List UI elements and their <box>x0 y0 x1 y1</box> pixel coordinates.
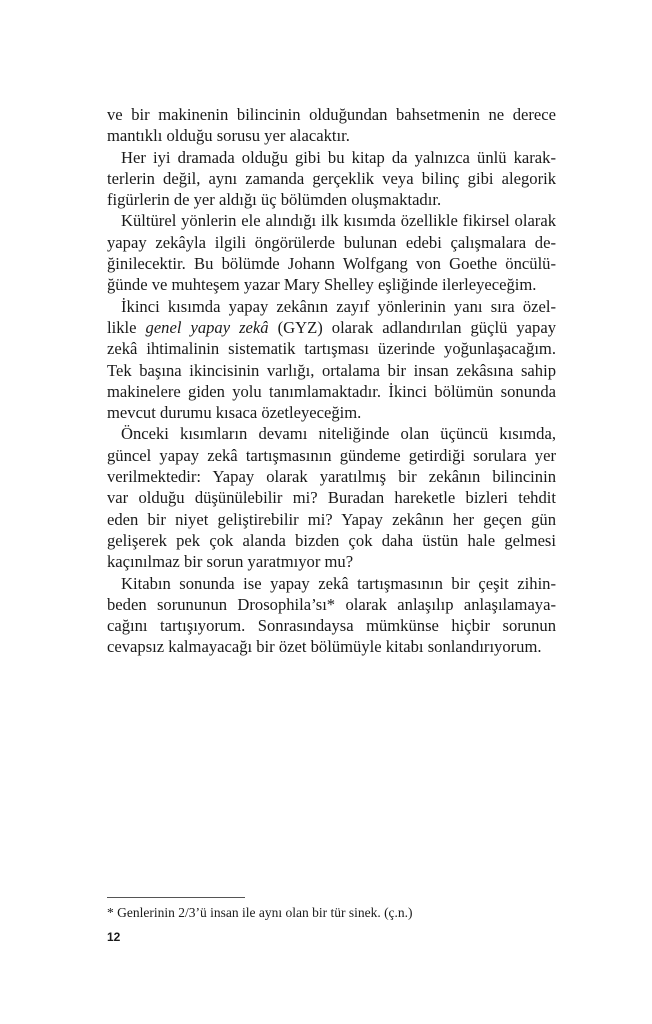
text-line: yapay zekâyla ilgili öngörülerde bulunan edebi çalışmalara de- <box>107 232 556 252</box>
page-body-text <box>107 104 556 658</box>
footnote: * Genlerinin 2/3’ü insan ile aynı olan bir tür sinek. (ç.n.) <box>107 905 413 920</box>
text-segment: (GYZ) olarak adlandırılan güçlü yapay <box>268 317 557 337</box>
text-segment: likle <box>107 317 146 337</box>
text-line: var olduğu düşünülebilir mi? Buradan hareketle bizleri tehdit <box>107 488 556 508</box>
text-line: cağını tartışıyorum. Sonrasındaysa mümkünse hiçbir sorunun <box>107 616 556 636</box>
paragraph-6 <box>107 573 556 658</box>
text-line: zekâ ihtimalinin sistematik tartışması üzerinde yoğunlaşacağım. <box>107 339 556 359</box>
text-line: ğünde ve muhteşem yazar Mary Shelley eşliğinde ilerleyeceğim. <box>107 275 537 295</box>
text-line: cevapsız kalmayacağı bir özet bölümüyle kitabı sonlandırıyorum. <box>107 637 542 657</box>
paragraph-2 <box>107 147 556 211</box>
text-line: figürlerin de yer aldığı üç bölümden oluşmaktadır. <box>107 190 442 210</box>
paragraph-3 <box>107 210 556 295</box>
text-line: ğinilecektir. Bu bölümde Johann Wolfgang von Goethe öncülü- <box>107 254 556 274</box>
text-line: Tek başına ikincisinin varlığı, ortalama bir insan zekâsına sahip <box>107 360 556 380</box>
text-line: ve bir makinenin bilincinin olduğundan bahsetmenin ne derece <box>107 105 556 124</box>
page-number: 12 <box>107 930 121 944</box>
text-line-with-italic <box>107 317 556 338</box>
text-line: Her iyi dramada olduğu gibi bu kitap da yalnızca ünlü karak- <box>121 147 556 167</box>
text-line: Önceki kısımların devamı niteliğinde olan üçüncü kısımda, <box>121 424 556 444</box>
text-line: gelişerek pek çok alanda bizden çok daha üstün hale gelmesi <box>107 530 556 550</box>
text-line: kaçınılmaz bir sorun yaratmıyor mu? <box>107 552 354 572</box>
paragraph-1 <box>107 104 556 147</box>
text-line: mevcut durumu kısaca özetleyeceğim. <box>107 403 362 423</box>
text-line: makinelere giden yolu tanımlamaktadır. İkinci bölümün sonunda <box>107 381 556 401</box>
paragraph-5 <box>107 423 556 572</box>
paragraph-4 <box>107 296 556 424</box>
text-line: verilmektedir: Yapay olarak yaratılmış bir zekânın bilincinin <box>107 467 556 487</box>
text-line: beden sorununun Drosophila’sı* olarak anlaşılıp anlaşılamaya- <box>107 594 556 614</box>
text-line: Kitabın sonunda ise yapay zekâ tartışmasının bir çeşit zihin- <box>121 573 556 593</box>
text-line: mantıklı olduğu sorusu yer alacaktır. <box>107 126 350 146</box>
text-line: Kültürel yönlerin ele alındığı ilk kısımda özellikle fikirsel olarak <box>121 211 556 231</box>
text-line: eden bir niyet geliştirebilir mi? Yapay zekânın her geçen gün <box>107 509 556 529</box>
text-line: terlerin değil, aynı zamanda gerçeklik veya bilinç gibi alegorik <box>107 168 556 188</box>
text-line: güncel yapay zekâ tartışmasının gündeme getirdiği sorulara yer <box>107 445 556 465</box>
footnote-divider <box>107 897 245 898</box>
italic-term: genel yapay zekâ <box>145 317 269 337</box>
text-line: İkinci kısımda yapay zekânın zayıf yönlerinin yanı sıra özel- <box>121 296 556 316</box>
